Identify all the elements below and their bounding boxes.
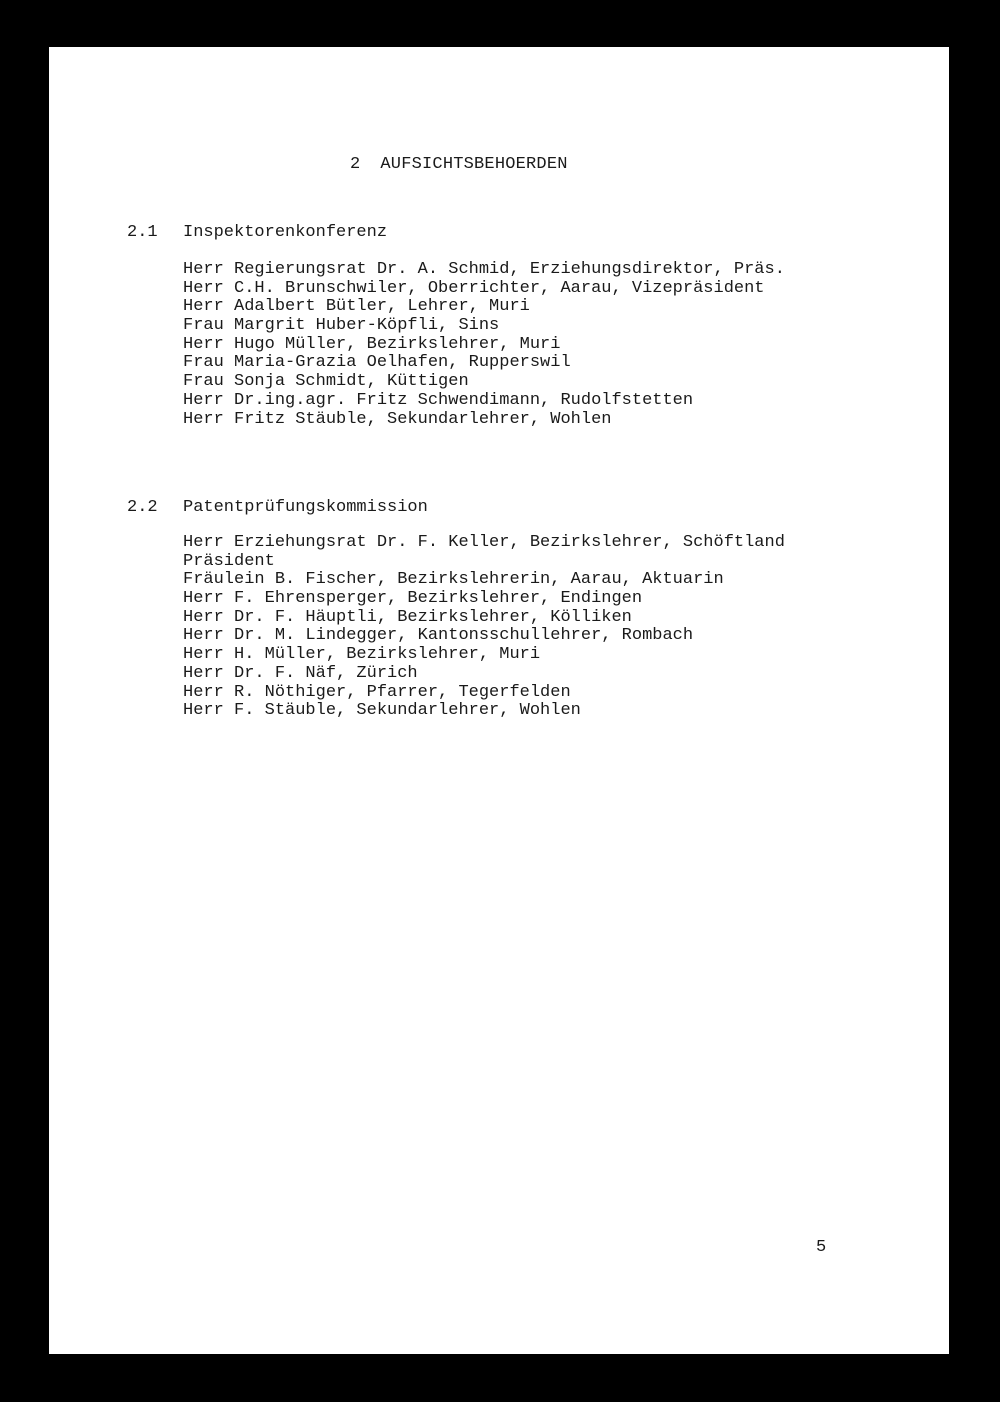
- member-entry: Frau Maria-Grazia Oelhafen, Rupperswil: [183, 353, 571, 373]
- member-entry: Frau Margrit Huber-Köpfli, Sins: [183, 316, 500, 336]
- member-entry: Herr F. Ehrensperger, Bezirkslehrer, Endingen: [183, 589, 643, 609]
- inspektorenkonferenz-member-list: [183, 261, 785, 429]
- member-entry: Herr Dr.ing.agr. Fritz Schwendimann, Rudolfstetten: [183, 390, 694, 410]
- member-entry: Herr F. Stäuble, Sekundarlehrer, Wohlen: [183, 701, 581, 721]
- member-entry: Herr Dr. F. Häuptli, Bezirkslehrer, Kölliken: [183, 607, 632, 627]
- member-entry: Herr Dr. M. Lindegger, Kantonsschullehrer, Rombach: [183, 626, 694, 646]
- chapter-number: 2: [350, 155, 361, 174]
- member-entry: Herr Dr. F. Näf, Zürich: [183, 663, 418, 683]
- member-entry: Herr Erziehungsrat Dr. F. Keller, Bezirkslehrer, Schöftland: [183, 533, 785, 552]
- section-number: 2.1: [127, 223, 158, 242]
- member-entry: Herr R. Nöthiger, Pfarrer, Tegerfelden: [183, 682, 571, 702]
- patentpruefungskommission-member-list: [183, 534, 785, 721]
- section-heading-patentpruefungskommission: [127, 498, 428, 517]
- member-entry: Herr C.H. Brunschwiler, Oberrichter, Aarau, Vizepräsident: [183, 278, 765, 298]
- chapter-title: AUFSICHTSBEHOERDEN: [380, 155, 568, 174]
- member-entry: Herr Regierungsrat Dr. A. Schmid, Erziehungsdirektor, Präs.: [183, 260, 785, 279]
- member-entry: Herr Fritz Stäuble, Sekundarlehrer, Wohlen: [183, 409, 612, 429]
- member-entry: Herr Adalbert Bütler, Lehrer, Muri: [183, 297, 530, 317]
- member-entry: Herr Hugo Müller, Bezirkslehrer, Muri: [183, 334, 561, 354]
- section-number: 2.2: [127, 498, 158, 517]
- member-entry: Präsident: [183, 551, 275, 571]
- member-entry: Frau Sonja Schmidt, Küttigen: [183, 372, 469, 392]
- document-page: [49, 47, 949, 1354]
- section-title: Patentprüfungskommission: [183, 498, 428, 517]
- chapter-heading: [350, 155, 568, 174]
- page-number: 5: [816, 1238, 827, 1257]
- member-entry: Herr H. Müller, Bezirkslehrer, Muri: [183, 645, 541, 665]
- section-heading-inspektorenkonferenz: [127, 223, 387, 242]
- member-entry: Fräulein B. Fischer, Bezirkslehrerin, Aarau, Aktuarin: [183, 570, 724, 590]
- section-title: Inspektorenkonferenz: [183, 223, 388, 242]
